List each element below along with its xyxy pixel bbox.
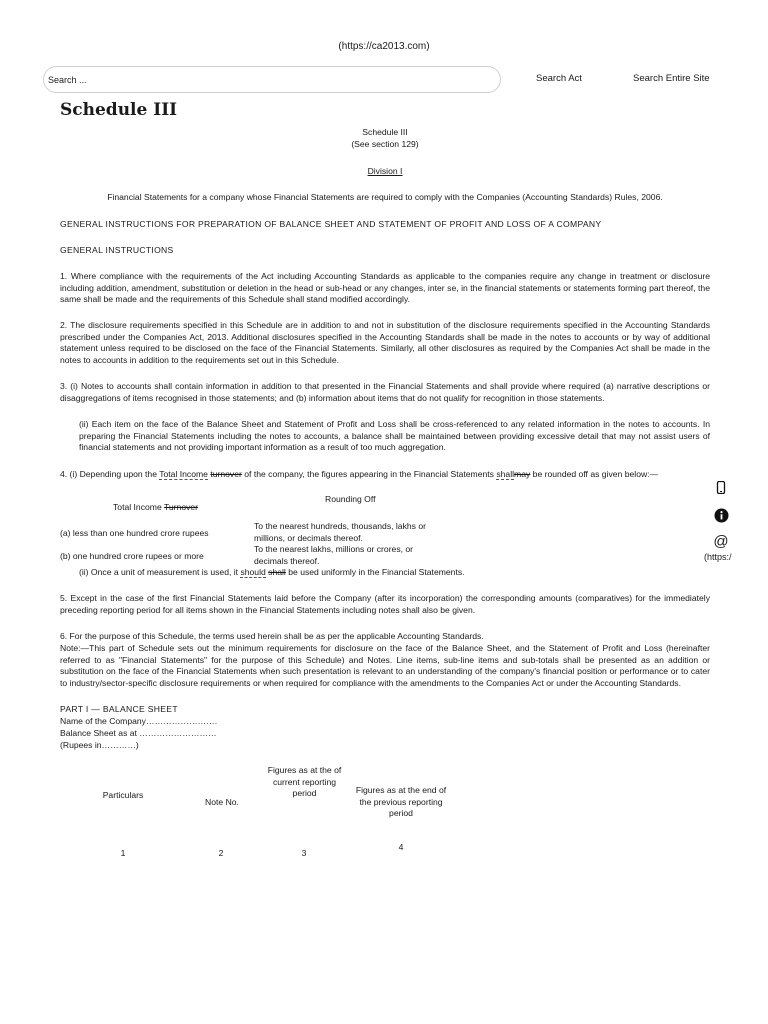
struck-shall: shall [268,567,286,577]
search-act-button[interactable]: Search Act [536,73,582,84]
rounding-row-2-label: (b) one hundred crore rupees or more [60,551,204,561]
paragraph-5: 5. Except in the case of the first Financial Statements laid before the Company (after its incorporation) the corresponding amounts (comparatives) for the immediately preceding reporting period for all items shown in the Financial Statements including notes shall also be given. [60,593,710,615]
general-heading: GENERAL INSTRUCTIONS FOR PREPARATION OF BALANCE SHEET AND STATEMENT OF PROFIT AND LOSS OF A COMPANY [60,219,602,229]
table-col-number-3: 3 [301,848,307,858]
mobile-icon[interactable] [706,481,736,497]
search-box[interactable] [43,66,501,93]
paragraph-1: 1. Where compliance with the requirements of the Act including Accounting Standards as applicable to the companies require any change in treatment or disclosure including addition, amendment, substitution or deletion in the head or sub-head or any changes, inter se, in the financial statements or statements forming part thereof, the same shall be made and the requirements of this Schedule shall stand modified accordingly. [60,271,710,305]
struck-turnover-header: Turnover [163,502,199,512]
should-term[interactable]: should [240,567,266,577]
rupees-line: (Rupees in…………) [60,740,139,750]
rounding-row-2-value: To the nearest lakhs, millions or crores, or decimals thereof. [254,544,414,566]
company-name-line: Name of the Company……………………. [60,716,218,726]
info-icon[interactable] [706,508,736,526]
table-header-previous-period: Figures as at the end of the previous reporting period [355,785,447,819]
search-site-button[interactable]: Search Entire Site [633,73,710,84]
search-input[interactable] [44,67,504,92]
email-icon[interactable]: @ [713,533,729,550]
table-header-note-no: Note No. [205,797,239,807]
paragraph-2: 2. The disclosure requirements specified in this Schedule are in addition to and not in substitution of the disclosure requirements specified in the Accounting Standards prescribed under the Companies Act, 2013. Additional disclosures specified in the Accounting Standards shall be made in the notes to accounts or by way of additional statement unless required to be disclosed on the face of the Financial Statements. Similarly, all other disclosures as required by the Companies Act shall be made in the notes to accounts in addition to the requirements set out in this Schedule. [60,320,710,365]
table-col-number-2: 2 [218,848,224,858]
intro-text: Financial Statements for a company whose Financial Statements are required to comply with the Companies (Accounting Standards) Rules, 2006. [107,192,663,202]
shall-term[interactable]: shall [496,469,515,479]
note-paragraph: Note:—This part of Schedule sets out the minimum requirements for disclosure on the face of the Balance Sheet, and the Statement of Profit and Loss (hereinafter referred to as "Financial Statements" for the purpose of this Schedule) and Notes. Line items, sub-line items and sub-totals shall be presented as an addition or substitution on the face of the Financial Statements when such presentation is relevant to an understanding of the company's financial position or performance or to cater to industry/sector-specific disclosure requirements or when required for compliance with the amendments to the Companies Act or under the Accounting Standards. [60,643,710,688]
struck-may: may [514,469,531,479]
rounding-off-header: Rounding Off [325,494,376,504]
paragraph-4-ii: (ii) Once a unit of measurement is used, it should shall be used uniformly in the Financial Statements. [79,567,465,577]
division-link[interactable]: Division I [367,166,403,176]
table-header-current-period: Figures as at the of current reporting period [267,765,342,799]
general-instructions-heading: GENERAL INSTRUCTIONS [60,245,174,255]
part-1-heading: PART I — BALANCE SHEET [60,704,178,714]
paragraph-3-ii: (ii) Each item on the face of the Balance Sheet and Statement of Profit and Loss shall be cross-referenced to any related information in the notes to accounts. In preparing the Financial Statements including the notes to accounts, a balance shall be maintained between providing excessive detail that may not assist users of financial statements and not providing important information as a result of too much aggregation. [79,419,710,453]
table-col-number-1: 1 [120,848,126,858]
struck-turnover: turnover [210,469,242,479]
table-col-number-4: 4 [398,842,404,852]
total-income-header: Total Income Turnover [113,502,199,512]
rounding-row-1-value: To the nearest hundreds, thousands, lakhs or millions, or decimals thereof. [254,521,426,543]
table-header-particulars: Particulars [102,790,144,800]
paragraph-6: 6. For the purpose of this Schedule, the terms used herein shall be as per the applicable Accounting Standards. [60,631,484,641]
site-link[interactable]: (https://ca2013.com) [338,41,430,52]
side-link[interactable]: (https:/ [704,552,732,562]
schedule-heading: Schedule III [362,127,408,137]
division-heading[interactable] [60,166,710,178]
total-income-term[interactable]: Total Income [159,469,208,479]
section-reference: (See section 129) [351,139,419,149]
balance-sheet-date-line: Balance Sheet as at ……………………… [60,728,217,738]
paragraph-3: 3. (i) Notes to accounts shall contain information in addition to that presented in the Financial Statements and shall provide where required (a) narrative descriptions or disaggregations of items recognised in those statements; and (b) information about items that do not qualify for recognition in those statements. [60,381,710,403]
rounding-row-1-label: (a) less than one hundred crore rupees [60,528,209,538]
page-title: Schedule III [60,100,178,120]
paragraph-4: 4. (i) Depending upon the Total Income turnover of the company, the figures appearing in the Financial Statements shallmay be rounded off as given below:— [60,469,659,479]
